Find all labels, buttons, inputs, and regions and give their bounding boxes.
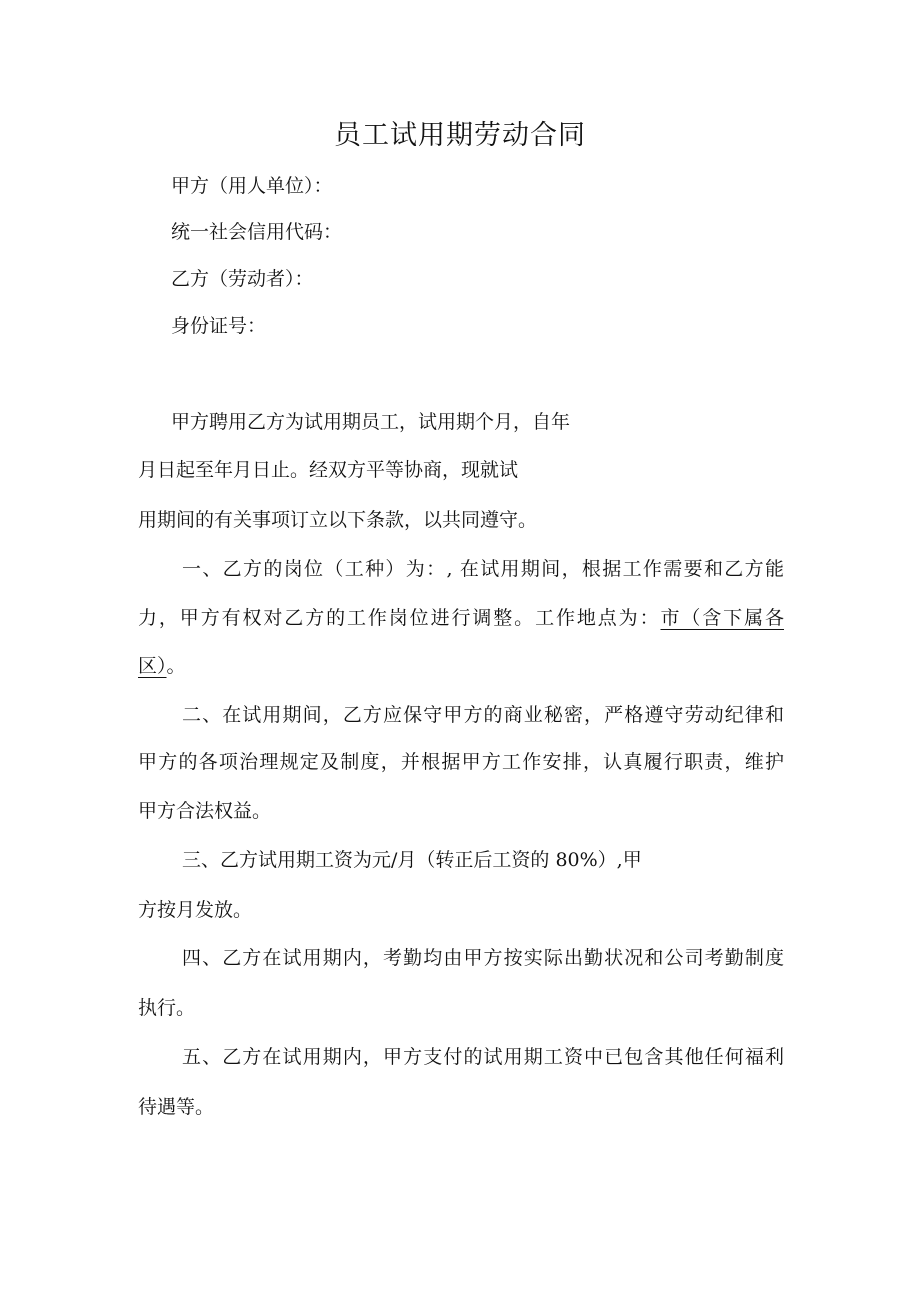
credit-code-field: 统一社会信用代码：: [171, 221, 343, 243]
clause-4-line-2: 执行。: [138, 997, 196, 1019]
document-title: 员工试用期劳动合同: [334, 120, 586, 151]
clause-2-line-2: 甲方的各项治理规定及制度，并根据甲方工作安排，认真履行职责，维护: [138, 751, 784, 773]
intro-line-1: 甲方聘用乙方为试用期员工，试用期个月，自年: [171, 411, 571, 433]
clause-2-line-3: 甲方合法权益。: [138, 800, 272, 822]
clause-5-line-2: 待遇等。: [138, 1096, 215, 1118]
clause-2-line-1: 二、在试用期间，乙方应保守甲方的商业秘密，严格遵守劳动纪律和: [182, 704, 784, 726]
party-b-field: 乙方（劳动者）：: [171, 268, 314, 290]
clause-1-line-3: [138, 652, 186, 680]
party-a-field: 甲方（用人单位）：: [171, 175, 333, 197]
work-location-district: 区）: [138, 655, 167, 677]
clause-1-line-2: [138, 604, 784, 632]
id-number-field: 身份证号：: [171, 315, 267, 337]
work-location-underlined: 市（含下属各: [660, 607, 784, 629]
intro-line-2: 月日起至年月日止。经双方平等协商，现就试: [138, 459, 519, 481]
clause-3-line-2: 方按月发放。: [138, 899, 253, 921]
clause-1-line-3-end: 。: [166, 655, 186, 677]
clause-1-line-1: 一、乙方的岗位（工种）为：, 在试用期间，根据工作需要和乙方能: [182, 558, 784, 580]
clause-5-line-1: 五、乙方在试用期内，甲方支付的试用期工资中已包含其他任何福利: [182, 1046, 784, 1068]
clause-4-line-1: 四、乙方在试用期内，考勤均由甲方按实际出勤状况和公司考勤制度: [182, 947, 784, 969]
intro-line-3: 用期间的有关事项订立以下条款，以共同遵守。: [138, 509, 538, 531]
clause-3-line-1: 三、乙方试用期工资为元/月（转正后工资的 80%）,甲: [182, 849, 642, 871]
clause-1-line-2-text: 力，甲方有权对乙方的工作岗位进行调整。工作地点为：: [138, 607, 661, 629]
